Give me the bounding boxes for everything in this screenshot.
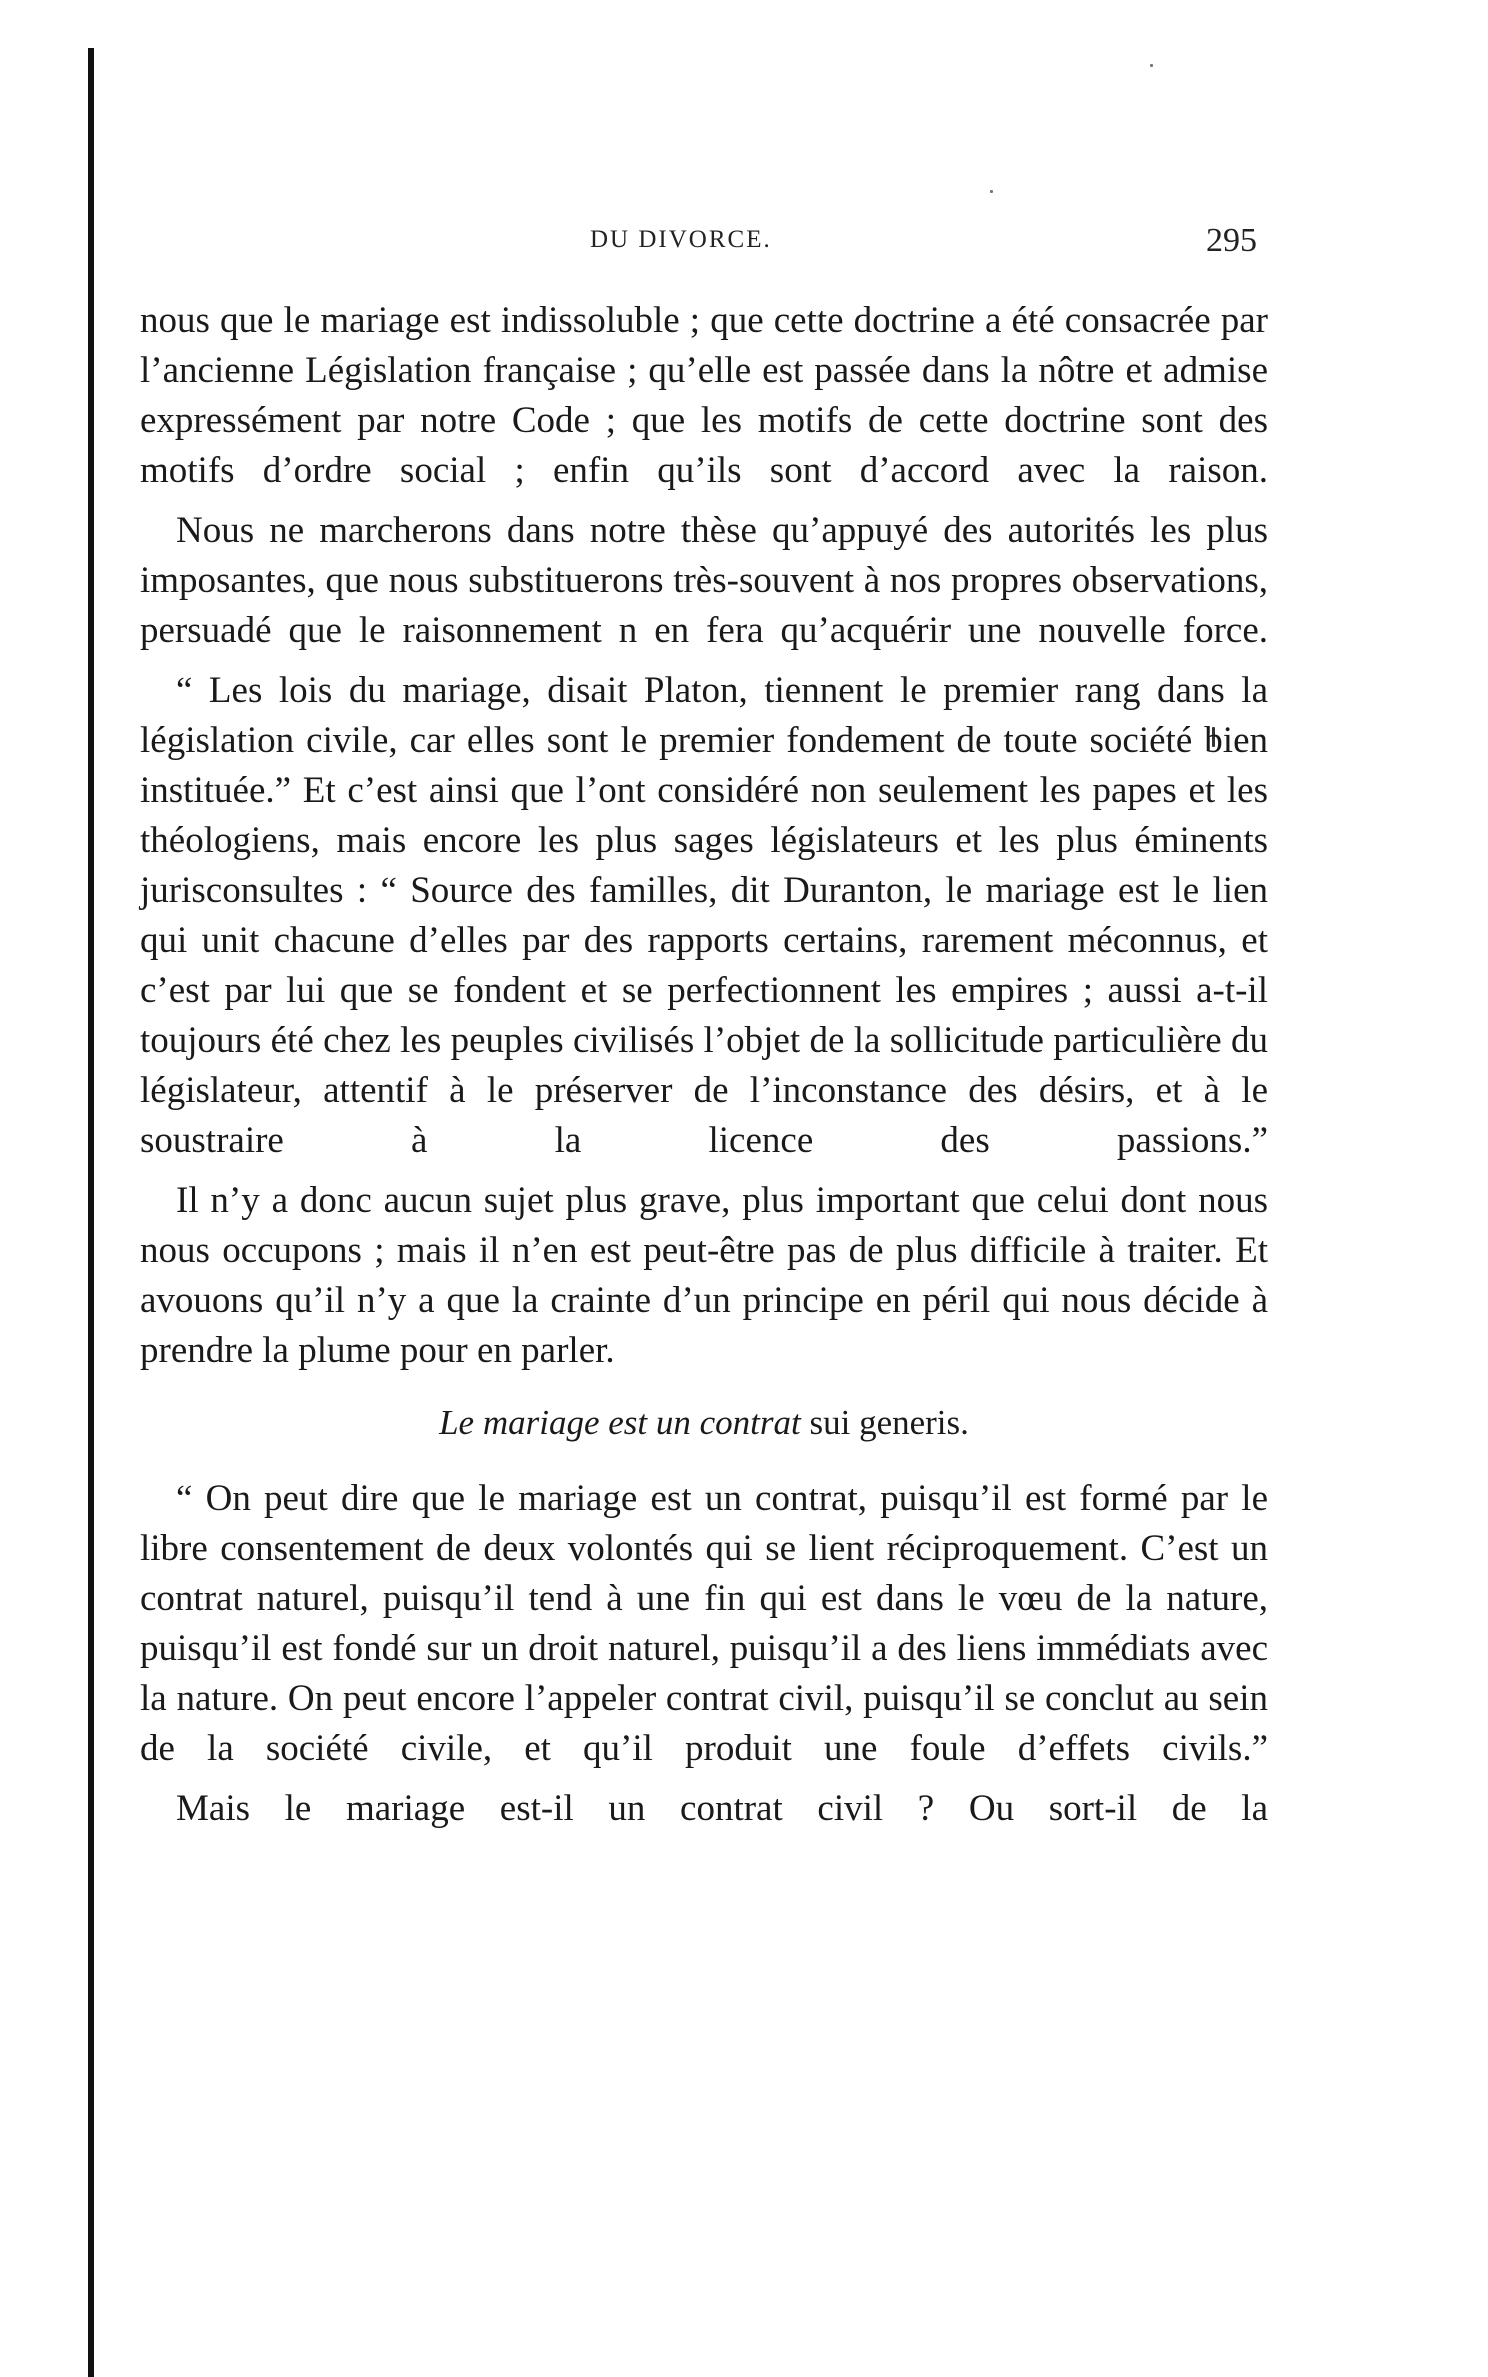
page-number: 295 [1206,222,1257,259]
subheading-italic-part: Le mariage est un contrat [439,1403,801,1442]
binding-edge-rule [88,48,94,2377]
paragraph-quotation: “ On peut dire que le mariage est un contrat, puisqu’il est formé par le libre consentement de deux volontés qui se lient réciproquement. C’est un contrat naturel, puisqu’il tend à une fin qui est dans le vœu de la nature, puisqu’il est fondé sur un droit naturel, puisqu’il a des liens immédiats avec la nature. On peut encore l’appeler contrat civil, puisqu’il se conclut au sein de la société civile, et qu’il produit une foule d’effets civils.” [140,1478,1268,1769]
paper-speck [990,190,993,193]
paragraph-continuation: nous que le mariage est indissoluble ; que cette doctrine a été consacrée par l’ancienne Législation française ; qu’elle est passée dans la nôtre et admise expressément par notre Code ; que les motifs de cette doctrine sont des motifs d’ordre social ; enfin qu’ils sont d’accord avec la raison. [140,300,1268,491]
subheading-roman-part: sui generis. [809,1403,969,1442]
paragraph: Il n’y a donc aucun sujet plus grave, plus important que celui dont nous nous occupons ; mais il n’en est peut-être pas de plus difficile à traiter. Et avouons qu’il n’y a que la crainte d’un principe en péril qui nous décide à prendre la plume pour en parler. [140,1180,1268,1371]
paper-speck [1150,64,1153,67]
body-text [140,296,1268,1844]
running-title: DU DIVORCE. [590,226,772,253]
running-header [145,222,1263,268]
section-subheading [140,1398,1268,1448]
paragraph-final-line: Mais le mariage est-il un contrat civil ? Ou sort-il de la [176,1788,1268,1829]
paragraph-quotation: “ Les lois du mariage, disait Platon, tiennent le premier rang dans la législation civile, car elles sont le premier fondement de toute société bien instituée.” Et c’est ainsi que l’ont considéré non seulement les papes et les théologiens, mais encore les plus sages législateurs et les plus éminents jurisconsultes : “ Source des familles, dit Duranton, le mariage est le lien qui unit chacune d’elles par des rapports certains, rarement méconnus, et c’est par lui que se fondent et se perfectionnent les empires ; aussi a-t-il toujours été chez les peuples civilisés l’objet de la sollicitude particulière du législateur, attentif à le préserver de l’inconstance des désirs, et à le soustraire à la licence des passions.” [140,670,1268,1161]
paragraph: Nous ne marcherons dans notre thèse qu’appuyé des autorités les plus imposantes, que nous substituerons très-souvent à nos propres observations, persuadé que le raisonnement n en fera qu’acquérir une nouvelle force. [140,510,1268,651]
